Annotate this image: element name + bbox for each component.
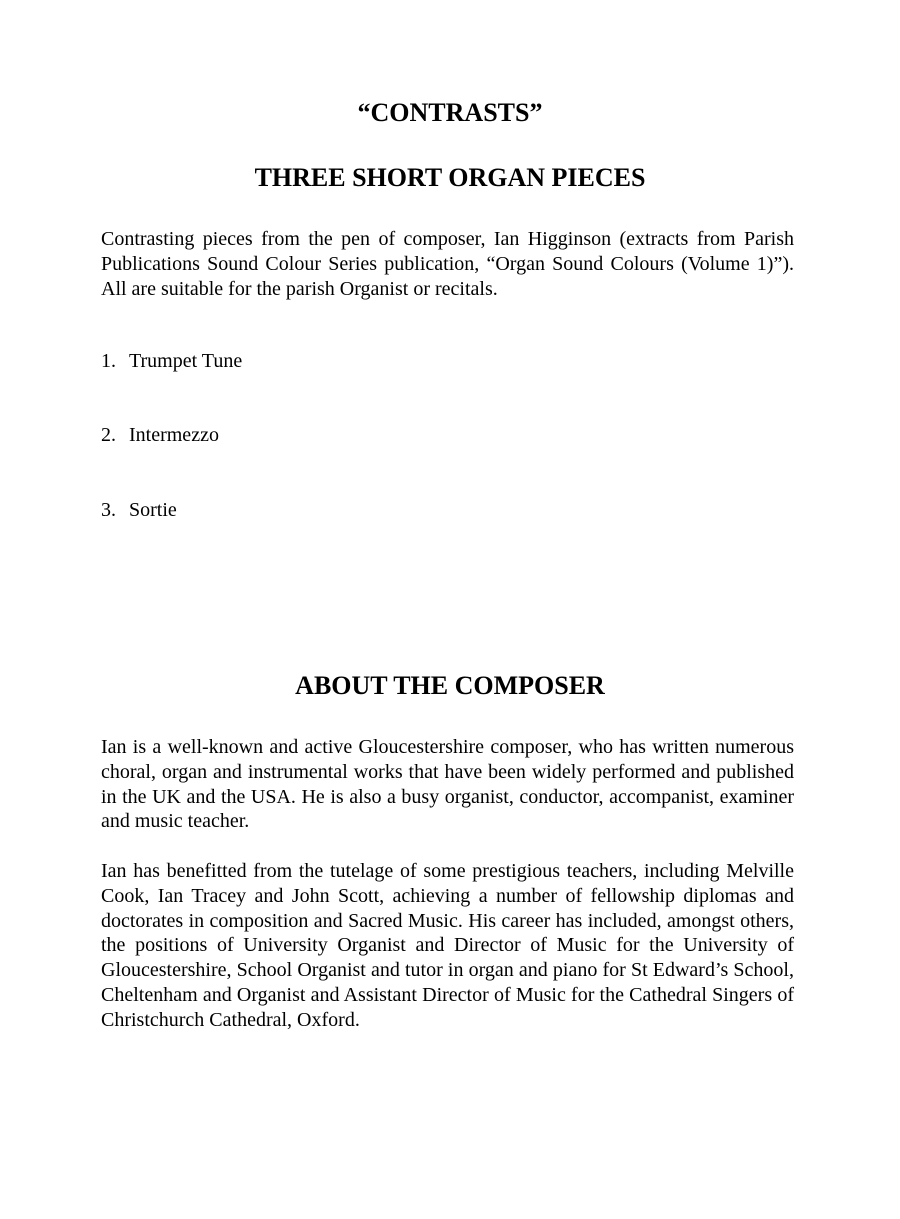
about-paragraph: Ian has benefitted from the tutelage of some prestigious teachers, including Melville Cook, Ian Tracey and John Scott, achieving a number of fellowship diplomas and doctorates in composition and Sacred Music. His career has included, amongst others, the positions of University Organist and Director of Music for the University of Gloucestershire, School Organist and tutor in organ and piano for St Edward’s School, Cheltenham and Organist and Assistant Director of Music for the Cathedral Singers of Christchurch Cathedral, Oxford. [101,860,794,1031]
list-item-label: Intermezzo [129,424,219,446]
list-item-label: Trumpet Tune [129,350,243,372]
intro-paragraph: Contrasting pieces from the pen of composer, Ian Higginson (extracts from Parish Publications Sound Colour Series publication, “Organ Sound Colours (Volume 1)”). All are suitable for the parish Organist or recitals. [101,228,794,300]
list-item [101,498,177,522]
about-paragraph: Ian is a well-known and active Gloucestershire composer, who has written numerous choral, organ and instrumental works that have been widely performed and published in the UK and the USA. He is also a busy organist, conductor, accompanist, examiner and music teacher. [101,736,794,833]
page-title: “CONTRASTS” [357,98,543,127]
list-item [101,349,242,373]
page-subtitle: THREE SHORT ORGAN PIECES [254,163,646,192]
list-item-number: 1. [101,350,116,372]
list-item-number: 3. [101,499,116,521]
list-item [101,423,219,447]
list-item-label: Sortie [129,499,177,521]
list-item-number: 2. [101,424,116,446]
about-heading: ABOUT THE COMPOSER [295,671,605,700]
